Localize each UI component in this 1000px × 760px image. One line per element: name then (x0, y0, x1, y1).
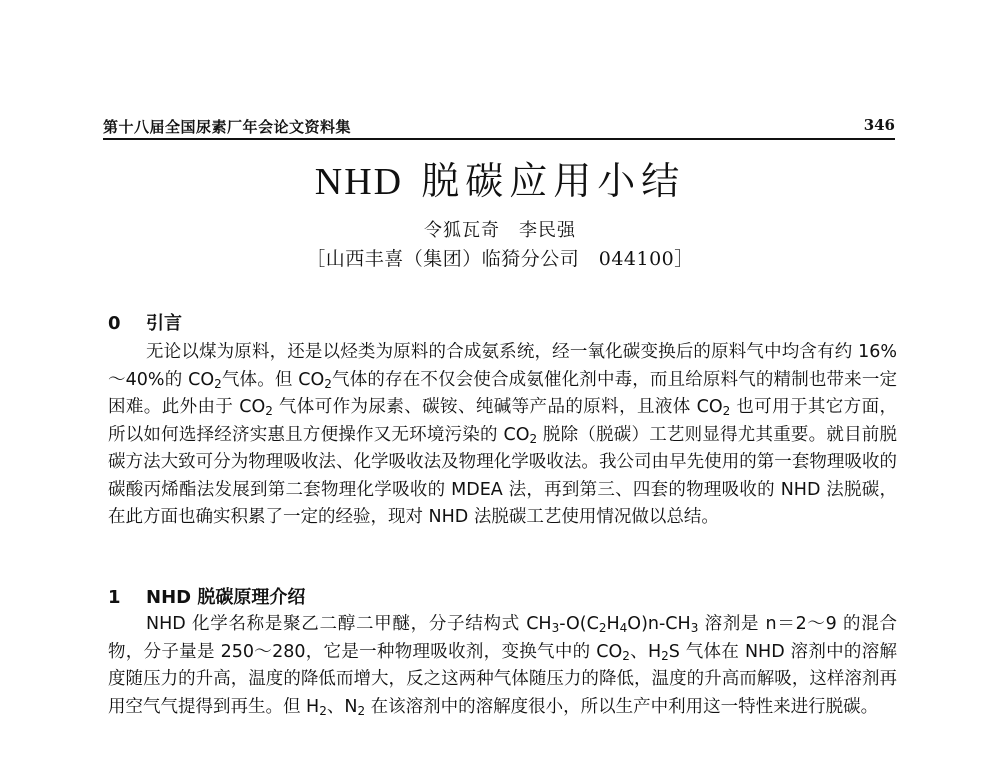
principle-paragraph: NHD 化学名称是聚乙二醇二甲醚，分子结构式 $CH_3-O(C_2H_4O)n-CH_3$ 溶剂是 n＝2～9 的混合物，分子量是 250～280，它是一种物理吸收剂，变换气中的 $CO_2$、$H_2S$ 气体在 NHD 溶剂中的溶解度随压力的升高，温度的降低而增大，反之这两种气体随压力的降低，温度的升高而解吸，这样溶剂再用空气气提得到再生。但 $H_2$、$N_2$ 在该溶剂中的溶解度很小，所以生产中利用这一特性来进行脱碳。 (108, 614, 897, 718)
section-number: 1 (108, 587, 121, 608)
page-number: 346 (863, 116, 895, 134)
section-title: 引言 (146, 313, 182, 334)
section-number: 0 (108, 313, 121, 334)
section-title: NHD 脱碳原理介绍 (146, 587, 306, 608)
authors: 令狐瓦奇 李民强 (424, 220, 576, 241)
proceedings-title: 第十八届全国尿素厂年会论文资料集 (103, 118, 352, 136)
paper-title-rest: 脱碳应用小结 (421, 159, 686, 203)
running-header (103, 116, 895, 140)
paper-title-prefix: NHD (314, 161, 404, 203)
affiliation: ［山西丰喜（集团）临猗分公司 044100］ (306, 248, 694, 270)
paper-title (0, 150, 1000, 205)
section-heading-principle (108, 583, 305, 609)
intro-paragraph: 无论以煤为原料，还是以烃类为原料的合成氨系统，经一氧化碳变换后的原料气中均含有约 16%～40%的 $CO_2$气体。但 $CO_2$气体的存在不仅会使合成氨催化剂中毒，而且给原料气的精制也带来一定困难。此外由于 $CO_2$ 气体可作为尿素、碳铵、纯碱等产品的原料，且液体 $CO_2$ 也可用于其它方面，所以如何选择经济实惠且方便操作又无环境污染的 $CO_2$ 脱除（脱碳）工艺则显得尤其重要。就目前脱碳方法大致可分为物理吸收法、化学吸收法及物理化学吸收法。我公司由早先使用的第一套物理吸收的碳酸丙烯酯法发展到第二套物理化学吸收的 MDEA 法，再到第三、四套的物理吸收的 NHD 法脱碳，在此方面也确实积累了一定的经验，现对 NHD 法脱碳工艺使用情况做以总结。 (108, 342, 897, 527)
section-heading-intro (108, 309, 182, 335)
